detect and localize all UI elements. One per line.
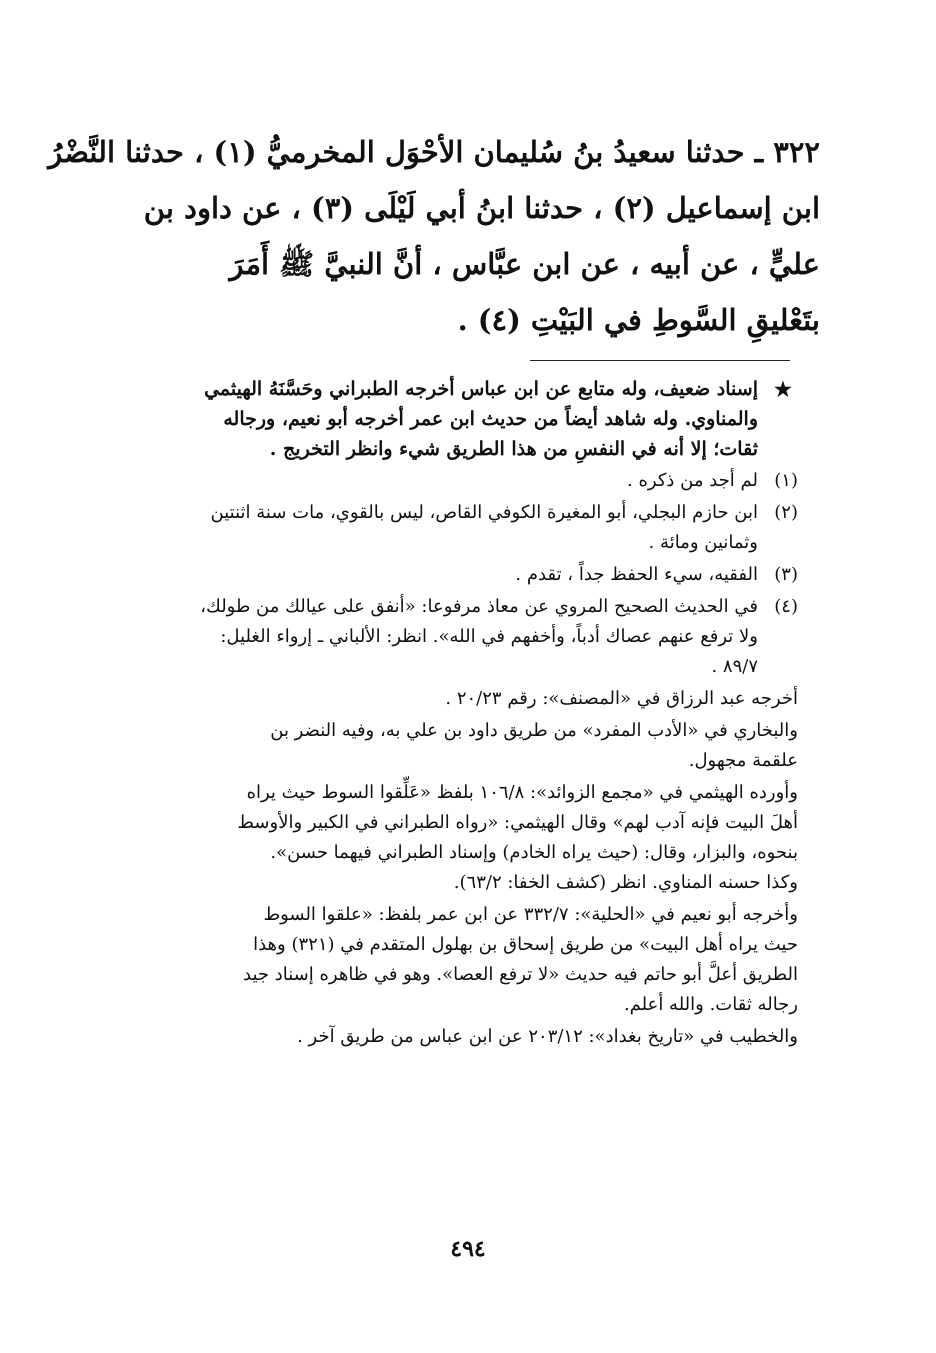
footnote-line: ابن حازم البجلي، أبو المغيرة الكوفي القاص، ليس بالقوي، مات سنة اثنتين <box>210 502 758 523</box>
footnote-line: ٨٩/٧ . <box>711 656 758 677</box>
footnote-line: وثمانين ومائة . <box>648 532 758 553</box>
takhrij-paragraph <box>108 716 798 776</box>
takhrij-line: وأخرجه أبو نعيم في «الحلية»: ٣٣٢/٧ عن ابن عمر بلفظ: «علقوا السوط <box>263 904 798 925</box>
takhrij-line: رجاله ثقات. والله أعلم. <box>623 994 798 1015</box>
takhrij-line: والخطيب في «تاريخ بغداد»: ٢٠٣/١٢ عن ابن عباس من طريق آخر . <box>297 1026 798 1047</box>
page-number: ٤٩٤ <box>450 1236 486 1262</box>
takhrij-paragraph <box>108 900 798 1020</box>
takhrij-line: وأورده الهيثمي في «مجمع الزوائد»: ١٠٦/٨ بلفظ «عَلِّقوا السوط حيث يراه <box>246 782 798 803</box>
grading-line: ثقات؛ إلا أنه في النفسِ من هذا الطريق شيء وانظر التخريج . <box>269 438 758 460</box>
takhrij-line: وكذا حسنه المناوي. انظر (كشف الخفا: ٦٣/٢). <box>453 872 798 893</box>
grading-line: إسناد ضعيف، وله متابع عن ابن عباس أخرجه الطبراني وحَسَّنَهُ الهيثمي <box>204 378 758 400</box>
footnote-line: ولا ترفع عنهم عصاك أدباً، وأخفهم في الله». انظر: الألباني ـ إرواء الغليل: <box>220 626 758 647</box>
footnote <box>108 592 798 682</box>
footnote-line: في الحديث الصحيح المروي عن معاذ مرفوعا: «أنفق على عيالك من طولك، <box>200 596 758 617</box>
footnotes-area <box>108 374 798 1052</box>
hadith-line: بتَعْليقِ السَّوطِ في البَيْتِ (٤) . <box>457 303 820 337</box>
takhrij-line: أخرجه عبد الرزاق في «المصنف»: رقم ٢٠/٢٣ . <box>445 688 798 709</box>
takhrij-line: علقمة مجهول. <box>688 750 798 771</box>
takhrij-line: أهلَ البيت فإنه آدب لهم» وقال الهيثمي: «رواه الطبراني في الكبير والأوسط <box>237 812 798 833</box>
hadith-text <box>48 124 820 348</box>
footnote <box>108 560 798 590</box>
takhrij-paragraph <box>108 778 798 898</box>
grading-line: والمناوي. وله شاهد أيضاً من حديث ابن عمر أخرجه أبو نعيم، ورجاله <box>223 408 758 430</box>
grading-note <box>108 374 798 464</box>
footnote-line: لم أجد من ذكره . <box>627 470 758 491</box>
footnote <box>108 498 798 558</box>
footnote-number: (٤) <box>774 596 798 617</box>
takhrij-line: حيث يراه أهل البيت» من طريق إسحاق بن بهلول المتقدم في (٣٢١) وهذا <box>253 934 798 955</box>
hadith-line: عليٍّ ، عن أبيه ، عن ابن عبَّاس ، أنَّ النبيَّ ﷺ أَمَرَ <box>229 247 820 281</box>
takhrij-paragraph <box>108 1022 798 1052</box>
takhrij-paragraph <box>108 684 798 714</box>
footnote-separator <box>530 360 790 361</box>
footnote-line: الفقيه، سيء الحفظ جداً ، تقدم . <box>515 564 758 585</box>
takhrij-line: الطريق أعلَّ أبو حاتم فيه حديث «لا ترفع العصا». وهو في ظاهره إسناد جيد <box>243 964 798 985</box>
footnote-number: (٢) <box>774 502 798 523</box>
footnote-number: (٣) <box>774 564 798 585</box>
hadith-line: ابن إسماعيل (٢) ، حدثنا ابنُ أبي لَيْلَى (٣) ، عن داود بن <box>143 191 820 225</box>
footnote-number: (١) <box>774 470 798 491</box>
hadith-line: ٣٢٢ ـ حدثنا سعيدُ بنُ سُليمان الأحْوَل المخرميُّ (١) ، حدثنا النَّضْرُ <box>48 135 820 169</box>
takhrij-line: بنحوه، والبزار، وقال: (حيث يراه الخادم) وإسناد الطبراني فيهما حسن». <box>270 842 798 863</box>
star-icon: ★ <box>774 377 792 401</box>
takhrij-line: والبخاري في «الأدب المفرد» من طريق داود بن علي به، وفيه النضر بن <box>270 720 798 741</box>
footnote <box>108 466 798 496</box>
